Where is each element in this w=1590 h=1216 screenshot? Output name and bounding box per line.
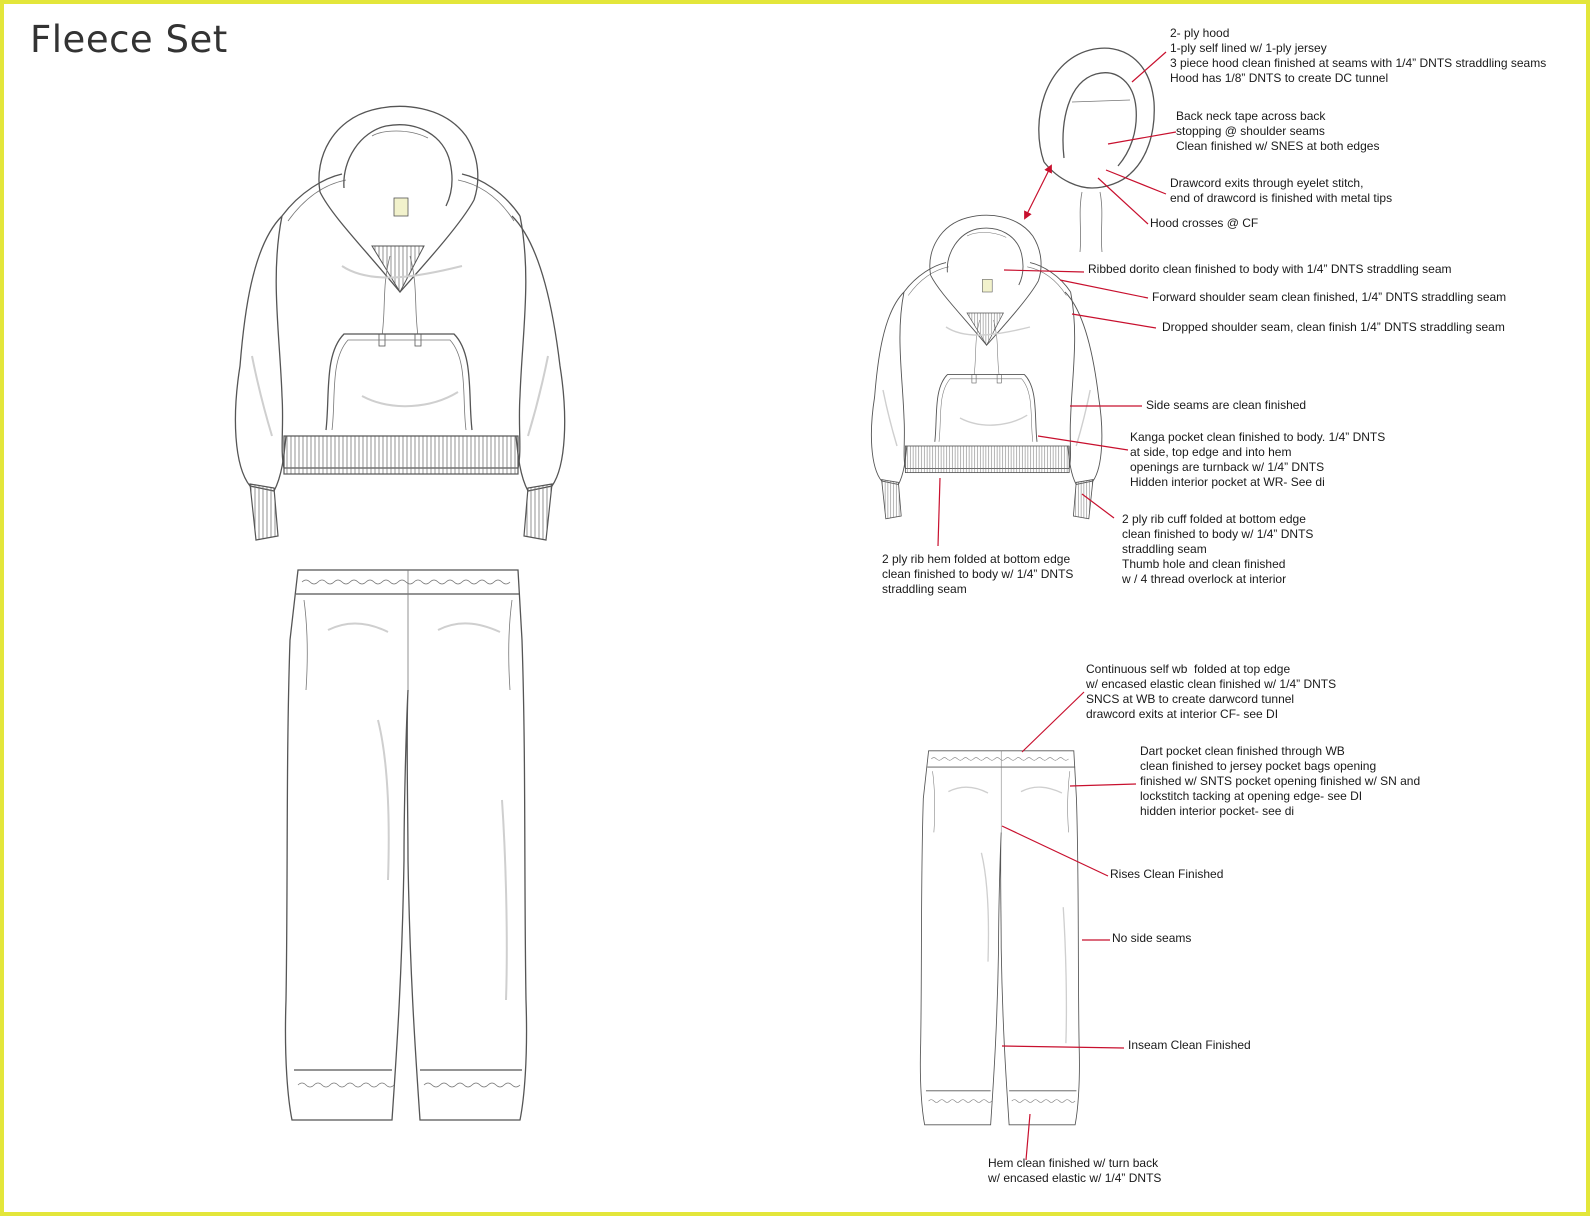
leader-lines	[938, 52, 1176, 1160]
callout-kanga-pocket: Kanga pocket clean finished to body. 1/4” DNTS at side, top edge and into hem openings are turnback w/ 1/4” DNTS Hidden interior pocket at WR- See di	[1130, 430, 1386, 489]
callout-hood-cross: Hood crosses @ CF	[1150, 216, 1259, 230]
callout-rib-cuff: 2 ply rib cuff folded at bottom edge clean finished to body w/ 1/4” DNTS straddling seam Thumb hole and clean finished w / 4 thread overlock at interior	[1122, 512, 1314, 586]
hoodie-front-small	[871, 215, 1101, 519]
callout-side-seams: Side seams are clean finished	[1146, 398, 1307, 412]
callout-waistband: Continuous self wb folded at top edge w/ encased elastic clean finished w/ 1/4” DNTS SNCS at WB to create darwcord tunnel drawcord exits at interior CF- see DI	[1086, 662, 1337, 721]
callout-hood: 2- ply hood 1-ply self lined w/ 1-ply jersey 3 piece hood clean finished at seams with 1/4” DNTS straddling seams Hood has 1/8” DNTS to create DC tunnel	[1170, 26, 1547, 85]
callout-dart-pocket: Dart pocket clean finished through WB clean finished to jersey pocket bags opening finished w/ SNTS pocket opening finished w/ SN and lockstitch tacking at opening edge- see DI hidden interior pocket- see di	[1140, 744, 1421, 818]
hoodie-front-large	[235, 106, 564, 540]
callout-rises: Rises Clean Finished	[1110, 867, 1224, 881]
callout-rib-hem: 2 ply rib hem folded at bottom edge clean finished to body w/ 1/4” DNTS straddling seam	[882, 552, 1074, 596]
hood-detail	[1039, 48, 1154, 252]
callout-back-neck-tape: Back neck tape across back stopping @ shoulder seams Clean finished w/ SNES at both edges	[1176, 109, 1380, 153]
hood-attach-arrow	[1026, 168, 1050, 216]
callout-forward-shoulder: Forward shoulder seam clean finished, 1/4” DNTS straddling seam	[1152, 290, 1507, 304]
callout-inseam: Inseam Clean Finished	[1128, 1038, 1251, 1052]
callout-ribbed-dorito: Ribbed dorito clean finished to body with 1/4” DNTS straddling seam	[1088, 262, 1452, 276]
page-title: Fleece Set	[30, 18, 228, 61]
pants-front-small	[920, 751, 1079, 1125]
callout-dropped-shoulder: Dropped shoulder seam, clean finish 1/4” DNTS straddling seam	[1162, 320, 1505, 334]
callout-drawcord: Drawcord exits through eyelet stitch, end of drawcord is finished with metal tips	[1170, 176, 1393, 205]
pants-front-large	[285, 570, 526, 1120]
callout-no-side-seams: No side seams	[1112, 931, 1192, 945]
callout-pant-hem: Hem clean finished w/ turn back w/ encased elastic w/ 1/4” DNTS	[988, 1156, 1162, 1185]
